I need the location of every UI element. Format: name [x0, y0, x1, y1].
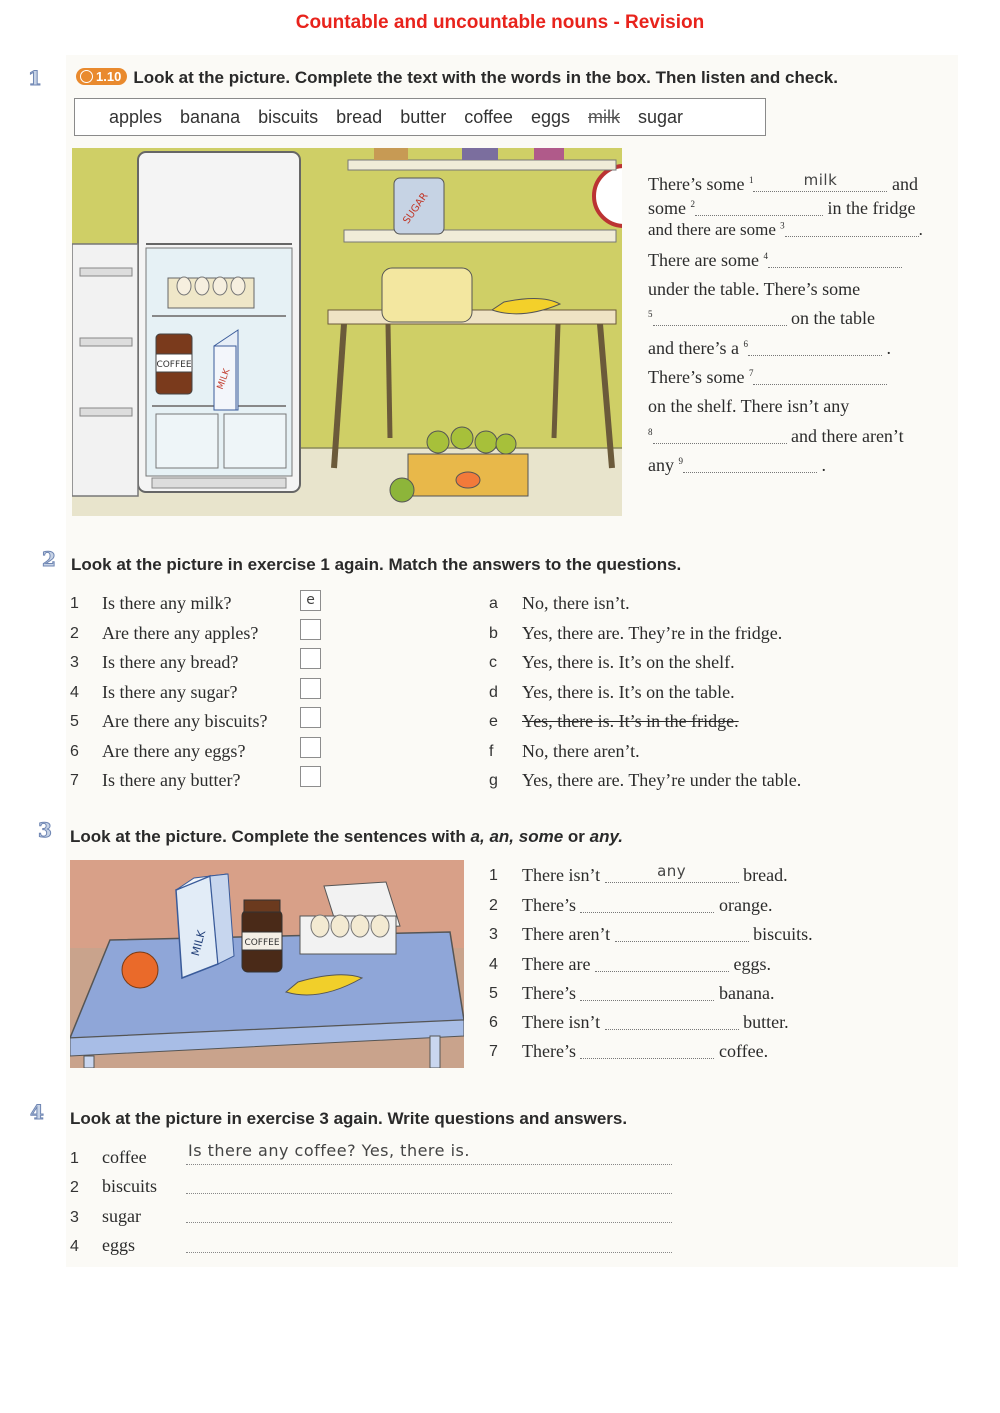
answer-text-struck: Yes, there is. It’s in the fridge. [522, 711, 739, 731]
word-box [74, 98, 766, 136]
sentence-number: 4 [489, 956, 498, 973]
ex3-blank-4[interactable] [595, 955, 729, 972]
bread-loaf [382, 268, 472, 322]
answer-letter: c [489, 654, 497, 671]
sentence-3: There aren’t biscuits. [522, 924, 813, 944]
answer-line[interactable] [186, 1232, 672, 1253]
ex1-blank-7[interactable] [753, 368, 887, 385]
answer-text: No, there isn’t. [522, 593, 630, 613]
ex1-blank-1[interactable]: milk [753, 175, 887, 192]
ex1-blank-9[interactable] [683, 456, 817, 473]
answer-text: Yes, there is. It’s on the table. [522, 682, 735, 702]
shelf-middle [344, 230, 616, 242]
exercise-4-number: 4 [30, 1100, 44, 1124]
ex3-blank-7[interactable] [580, 1042, 714, 1059]
answer-box[interactable] [300, 619, 321, 640]
answer-box[interactable]: e [300, 590, 321, 611]
coffee-label: COFFEE [156, 360, 192, 370]
ex1-text-line-4: There are some $^4$ [648, 250, 902, 271]
coffee-label: COFFEE [244, 938, 280, 948]
ex1-text-line-11: any $^9$ . [648, 455, 826, 475]
ex1-blank-5[interactable] [653, 309, 787, 326]
question-number: 1 [70, 595, 79, 612]
ex1-text-line-3: and there are some $^3$ . [648, 220, 923, 239]
answer-text: Yes, there are. They’re under the table. [522, 770, 802, 790]
ex3-blank-3[interactable] [615, 925, 749, 942]
word-box-item: sugar [638, 106, 684, 127]
fridge-door [72, 244, 138, 496]
word-box-item: biscuits [258, 106, 319, 127]
answer-box[interactable] [300, 737, 321, 758]
question-number: 7 [70, 772, 79, 789]
item-word: biscuits [102, 1176, 158, 1196]
sentence-7: There’s coffee. [522, 1041, 769, 1061]
sentence-2: There’s orange. [522, 895, 773, 915]
word-box-item: coffee [464, 106, 513, 127]
exercise-4-instruction: Look at the picture in exercise 3 again. Write questions and answers. [70, 1109, 628, 1128]
sentence-number: 2 [489, 897, 498, 914]
answer-text: Yes, there are. They’re in the fridge. [522, 623, 783, 643]
question-number: 5 [70, 713, 79, 730]
question-text: Is there any butter? [102, 770, 241, 790]
sentence-number: 5 [489, 985, 498, 1002]
item-number: 3 [70, 1209, 79, 1226]
exercise-2-instruction: Look at the picture in exercise 1 again. Match the answers to the questions. [71, 555, 682, 574]
sentence-1: There isn’t any bread. [522, 862, 788, 885]
exercise-2-number: 2 [42, 547, 56, 571]
orange [122, 952, 158, 988]
sentence-number: 1 [489, 867, 498, 884]
word-box-item: bread [336, 106, 383, 127]
ex1-text-line-8: There’s some $^7$ [648, 367, 887, 388]
milk-label: MILK [188, 928, 209, 958]
answer-letter: a [489, 595, 498, 612]
answer-letter: e [489, 713, 498, 730]
word-box-item: apples [109, 106, 163, 127]
answer-text: Yes, there is. It’s on the shelf. [522, 652, 735, 672]
ex1-text-line-5: under the table. There’s some [648, 279, 861, 299]
item-number: 4 [70, 1238, 79, 1255]
ex1-text-line-7: and there’s a $^6$ . [648, 338, 891, 358]
sentence-number: 7 [489, 1043, 498, 1060]
question-text: Is there any sugar? [102, 682, 238, 702]
sentence-6: There isn’t butter. [522, 1012, 789, 1032]
answer-letter: d [489, 684, 498, 701]
answer-box[interactable] [300, 766, 321, 787]
word-box-item-struck: milk [588, 106, 620, 127]
question-text: Are there any apples? [102, 623, 259, 643]
question-text: Is there any bread? [102, 652, 239, 672]
page-title: Countable and uncountable nouns - Revision [295, 12, 705, 33]
ex1-text-line-10: $^8$ and there aren’t [648, 426, 904, 446]
answer-line[interactable] [186, 1202, 672, 1223]
exercise-3-number: 3 [38, 818, 52, 842]
item-word: sugar [102, 1206, 141, 1226]
ex3-blank-2[interactable] [580, 896, 714, 913]
ex1-text-line-6: $^5$ on the table [648, 308, 875, 328]
question-text: Are there any biscuits? [102, 711, 268, 731]
ex1-blank-8[interactable] [653, 427, 787, 444]
item-word: eggs [102, 1235, 135, 1255]
answer-letter: f [489, 743, 494, 760]
answer-box[interactable] [300, 648, 321, 669]
cd-icon [80, 70, 93, 83]
question-number: 6 [70, 743, 79, 760]
answer-letter: b [489, 625, 498, 642]
kitchen-illustration [72, 148, 622, 516]
answer-line[interactable]: Is there any coffee? Yes, there is. [186, 1144, 672, 1165]
word-box-item: eggs [530, 106, 570, 127]
sentence-5: There’s banana. [522, 983, 775, 1003]
ex3-blank-1[interactable]: any [605, 866, 739, 883]
exercise-1-instruction: 1.10 Look at the picture. Complete the text with the words in the box. Then listen and check. [76, 68, 838, 88]
question-number: 3 [70, 654, 79, 671]
question-number: 2 [70, 625, 79, 642]
ex1-text-line-2: some $^2$ in the fridge [648, 198, 916, 218]
answer-box[interactable] [300, 678, 321, 699]
ex1-blank-4[interactable] [768, 251, 902, 268]
milk-label: MILK [215, 367, 233, 392]
shelf-top [348, 160, 616, 170]
sentence-4: There are eggs. [522, 954, 771, 974]
item-word: coffee [102, 1147, 147, 1167]
question-text: Are there any eggs? [102, 741, 246, 761]
answer-line[interactable] [186, 1173, 672, 1194]
question-number: 4 [70, 684, 79, 701]
item-number: 1 [70, 1150, 79, 1167]
ex1-blank-6[interactable] [748, 339, 882, 356]
ex1-blank-2[interactable] [695, 199, 823, 216]
ex1-blank-3[interactable] [785, 220, 919, 237]
word-box-item: butter [400, 106, 447, 127]
ex1-text-line-9: on the shelf. There isn’t any [648, 396, 850, 416]
table-illustration [70, 860, 464, 1068]
sentence-number: 6 [489, 1014, 498, 1031]
sentence-number: 3 [489, 926, 498, 943]
ex1-text-line-1: There’s some $^1$ milk and [648, 171, 918, 194]
answer-box[interactable] [300, 707, 321, 728]
ex3-blank-6[interactable] [605, 1013, 739, 1030]
item-number: 2 [70, 1179, 79, 1196]
audio-track-badge[interactable]: 1.10 [76, 68, 127, 85]
sugar-label: SUGAR [401, 190, 431, 227]
ex3-blank-5[interactable] [580, 984, 714, 1001]
exercise-3-instruction: Look at the picture. Complete the sentences with a, an, some or any. [70, 827, 624, 846]
exercise-1-number: 1 [28, 66, 42, 90]
answer-letter: g [489, 772, 498, 789]
word-box-item: banana [180, 106, 241, 127]
answer-text: No, there aren’t. [522, 741, 640, 761]
question-text: Is there any milk? [102, 593, 232, 613]
